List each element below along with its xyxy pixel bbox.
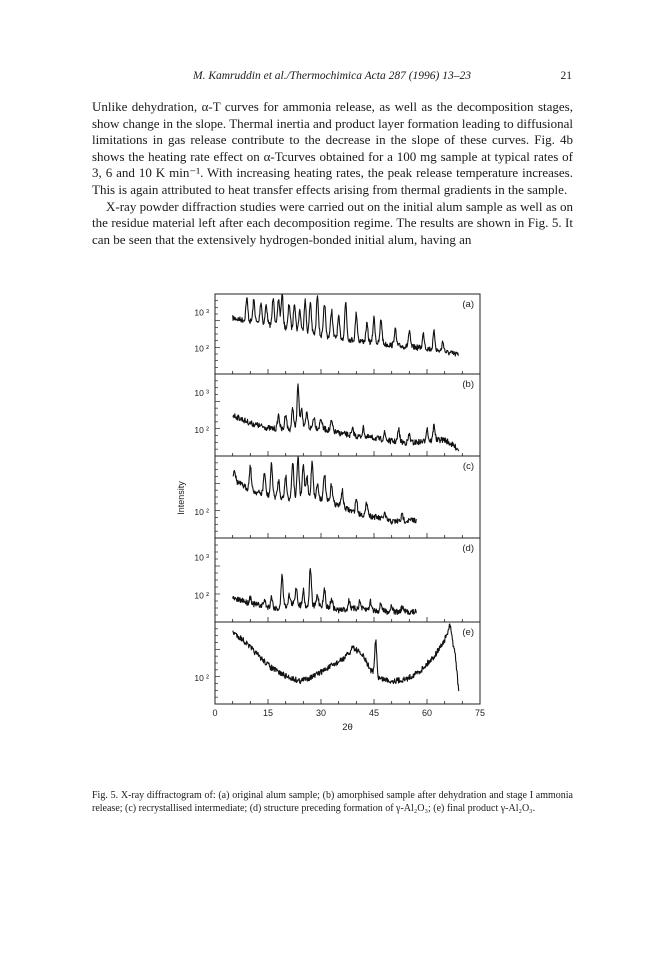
panel-frame	[215, 456, 480, 538]
page-number: 21	[560, 70, 572, 82]
y-tick-label: 10 ²	[194, 425, 209, 436]
y-tick-label: 10 ³	[194, 307, 209, 318]
x-tick-label: 30	[315, 708, 327, 718]
body-text	[92, 99, 573, 248]
x-tick-label: 45	[368, 708, 380, 718]
x-tick-label: 0	[212, 708, 218, 718]
diffraction-trace	[233, 295, 459, 356]
panel-frame	[215, 374, 480, 456]
x-axis-label: 2θ	[342, 722, 353, 733]
panel-label: (a)	[462, 299, 474, 310]
x-tick-label: 60	[421, 708, 433, 718]
figure-5	[160, 282, 500, 782]
y-tick-label: 10 ²	[194, 343, 209, 354]
figure-caption: Fig. 5. X-ray diffractogram of: (a) original alum sample; (b) amorphised sample after dehydration and stage I ammonia release; (c) recrystallised intermediate; (d) structure preceding formation of γ-Al₂O₃; (e) final product γ-Al₂O₃.	[92, 790, 573, 815]
y-tick-label: 10 ²	[194, 590, 209, 601]
paragraph-2: X-ray powder diffraction studies were carried out on the initial alum sample as well as on the residue material left after each decomposition regime. The results are shown in Fig. 5. It can be seen that the extensively hydrogen-bonded initial alum, having an	[92, 198, 573, 247]
diffraction-trace	[233, 384, 459, 451]
x-tick-label: 15	[262, 708, 274, 718]
diffraction-trace	[233, 624, 459, 691]
y-tick-label: 10 ²	[194, 507, 209, 518]
panel-label: (e)	[462, 627, 474, 638]
y-tick-label: 10 ²	[194, 673, 209, 684]
y-tick-label: 10 ³	[194, 388, 209, 399]
diffraction-trace	[233, 457, 417, 524]
y-tick-label: 10 ³	[194, 552, 209, 563]
panel-label: (b)	[462, 379, 474, 390]
x-tick-label: 75	[474, 708, 486, 718]
xrd-chart	[160, 282, 500, 782]
panel-label: (d)	[462, 543, 474, 554]
paragraph-1: Unlike dehydration, α-T curves for ammonia release, as well as the decomposition stages, show change in the slope. Thermal inertia and product layer formation leading to diffusional limitations in gas release contribute to the decrease in the slope of these curves. Fig. 4b shows the heating rate effect on α-Tcurves obtained for a 100 mg sample at typical rates of 3, 6 and 10 K min⁻¹. With increasing heating rates, the peak release temperature increases. This is again attributed to heat transfer effects arising from thermal gradients in the sample.	[92, 99, 573, 197]
panel-frame	[215, 622, 480, 704]
running-header	[92, 70, 572, 88]
diffraction-trace	[233, 569, 417, 615]
panel-label: (c)	[462, 461, 474, 472]
y-axis-label: Intensity	[176, 481, 186, 515]
running-title: M. Kamruddin et al./Thermochimica Acta 287 (1996) 13–23	[193, 70, 471, 82]
